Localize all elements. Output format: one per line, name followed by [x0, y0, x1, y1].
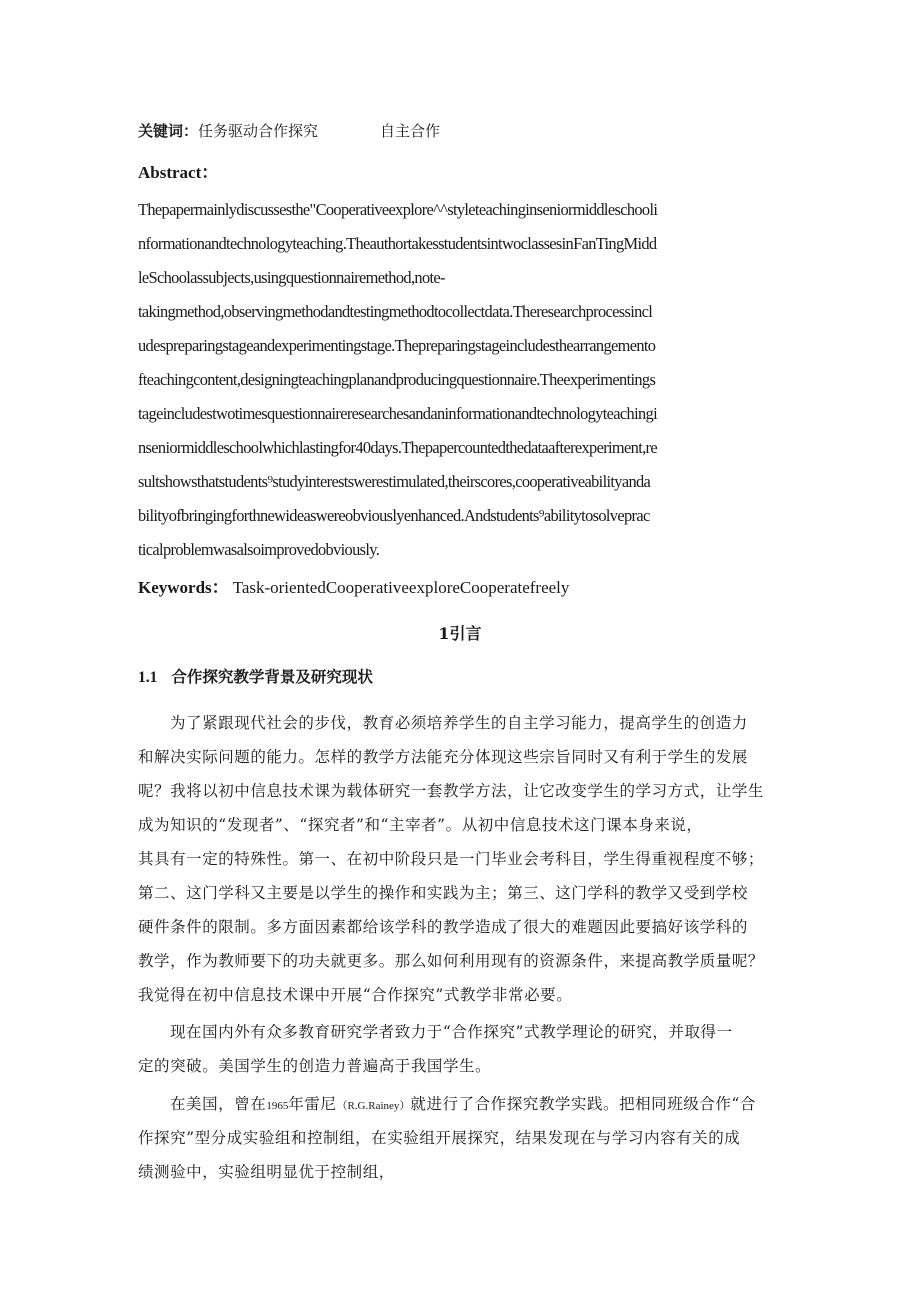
paragraph-text: 就进行了合作探究教学实践。把相同班级合作“合	[410, 1095, 756, 1113]
abstract-title: Abstract：	[138, 163, 219, 182]
chinese-keywords-terms-b: 自主合作	[380, 122, 441, 140]
abstract-line: takingmethod,observingmethodandtestingmethodtocollectdata.Theresearchprocessincl	[138, 302, 653, 321]
author-name: （R.G.Rainey）	[336, 1100, 411, 1112]
paragraph-text: 年雷尼	[288, 1095, 337, 1113]
subsection-title: 合作探究教学背景及研究现状	[171, 667, 373, 686]
abstract-line: sultshowsthatstudents⁹studyinterestswerestimulated,theirscores,cooperativeabilityanda	[138, 472, 651, 491]
abstract-line: bilityofbringingforthnewideaswereobviouslyenhanced.Andstudents⁹abilitytosolveprac	[138, 506, 650, 525]
abstract-line: udespreparingstageandexperimentingstage.Thepreparingstageincludesthearrangemento	[138, 336, 656, 355]
english-keywords-terms: Task-orientedCooperativeexploreCooperatefreely	[232, 578, 570, 597]
abstract-line: tageincludestwotimesquestionnaireresearchesandaninformationandtechnologyteachingi	[138, 404, 657, 423]
paragraph-line: 其具有一定的特殊性。第一、在初中阶段只是一门毕业会考科目，学生得重视程度不够；	[138, 850, 764, 868]
chinese-keywords	[138, 120, 440, 141]
paragraph-line: 成为知识的“发现者”、“探究者”和“主宰者”。从初中信息技术这门课本身来说，	[138, 816, 703, 834]
subsection-number: 1.1	[138, 669, 158, 686]
chinese-keywords-terms-a: 任务驱动合作探究	[198, 122, 319, 140]
abstract-line: leSchoolassubjects,usingquestionnairemethod,note-	[138, 268, 445, 287]
english-keywords	[138, 573, 569, 598]
abstract-line: ticalproblemwasalsoimprovedobviously.	[138, 540, 380, 559]
paragraph-line: 教学，作为教师要下的功夫就更多。那么如何利用现有的资源条件，来提高教学质量呢？	[138, 952, 764, 970]
paragraph-line: 我觉得在初中信息技术课中开展“合作探究”式教学非常必要。	[138, 986, 573, 1004]
paragraph-line: 绩测验中，实验组明显优于控制组，	[138, 1163, 395, 1181]
paragraph-line: 硬件条件的限制。多方面因素都给该学科的教学造成了很大的难题因此要搞好该学科的	[138, 918, 748, 936]
year-text: 1965	[266, 1100, 289, 1112]
chinese-keywords-label: 关键词：	[138, 122, 199, 140]
paragraph-line	[170, 1092, 756, 1114]
paragraph-line: 作探究”型分成实验组和控制组，在实验组开展探究，结果发现在与学习内容有关的成	[138, 1129, 741, 1147]
subsection-heading	[138, 665, 373, 687]
paragraph-line: 为了紧跟现代社会的步伐，教育必须培养学生的自主学习能力，提高学生的创造力	[170, 714, 748, 732]
paragraph-line: 第二、这门学科又主要是以学生的操作和实践为主；第三、这门学科的教学又受到学校	[138, 884, 748, 902]
paragraph-text: 在美国，曾在	[170, 1095, 267, 1113]
abstract-line: nformationandtechnologyteaching.TheauthortakesstudentsintwoclassesinFanTingMidd	[138, 234, 657, 253]
section-title: 1引言	[438, 624, 482, 643]
paragraph-line: 和解决实际问题的能力。怎样的教学方法能充分体现这些宗旨同时又有利于学生的发展	[138, 748, 748, 766]
abstract-line: Thepapermainlydiscussesthe"Cooperativeexplore^^styleteachinginseniormiddleschooli	[138, 200, 658, 219]
paragraph-line: 现在国内外有众多教育研究学者致力于“合作探究”式教学理论的研究，并取得一	[170, 1023, 733, 1041]
abstract-line: nseniormiddleschoolwhichlastingfor40days.Thepapercountedthedataafterexperiment,re	[138, 438, 657, 457]
english-keywords-label: Keywords：	[138, 578, 229, 597]
paragraph-line: 定的突破。美国学生的创造力普遍高于我国学生。	[138, 1057, 492, 1075]
paragraph-line: 呢？我将以初中信息技术课为载体研究一套教学方法，让它改变学生的学习方式，让学生	[138, 782, 764, 800]
abstract-line: fteachingcontent,designingteachingplanandproducingquestionnaire.Theexperimentings	[138, 370, 656, 389]
